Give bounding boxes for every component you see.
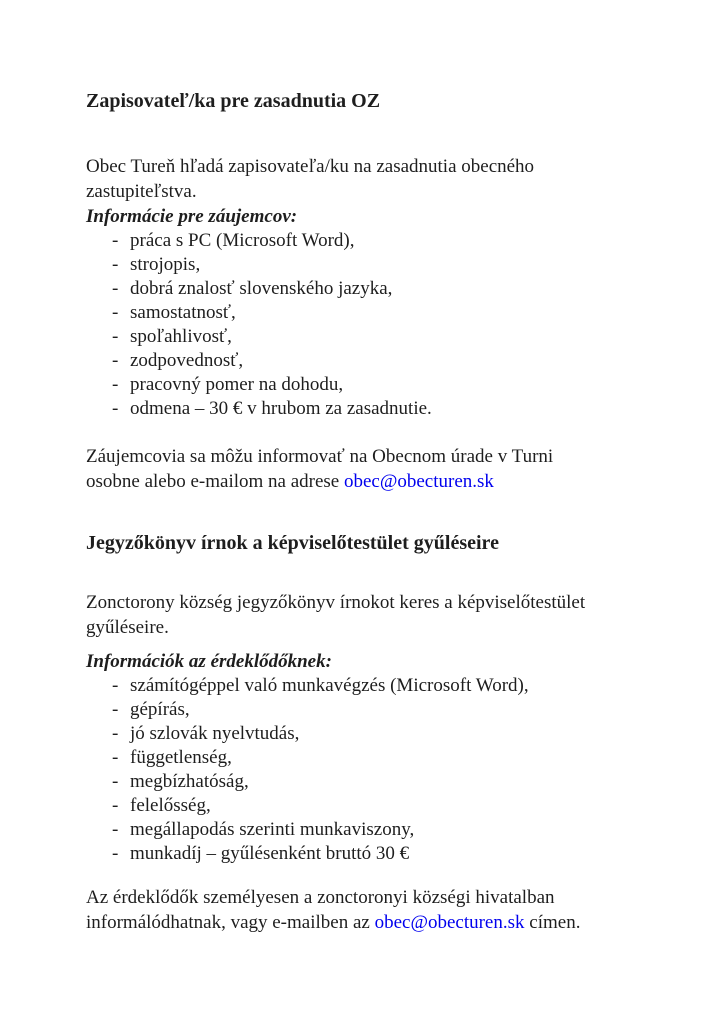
list-item	[86, 229, 636, 253]
bullet-dash: -	[112, 374, 119, 395]
bullet-dash: -	[112, 326, 119, 347]
bullet-dash: -	[112, 771, 119, 792]
list-item-text: megbízhatóság,	[130, 771, 249, 792]
list-item-text: dobrá znalosť slovenského jazyka,	[130, 278, 393, 299]
bullet-dash: -	[112, 795, 119, 816]
bullet-dash: -	[112, 819, 119, 840]
requirements-list	[86, 229, 636, 421]
list-item-text: pracovný pomer na dohodu,	[130, 374, 344, 395]
intro-paragraph-line: zastupiteľstva.	[86, 181, 197, 202]
list-item-text: práca s PC (Microsoft Word),	[130, 230, 355, 251]
list-item-text: zodpovednosť,	[130, 350, 244, 371]
list-item	[86, 397, 636, 421]
contact-line	[86, 910, 636, 935]
contact-paragraph	[86, 885, 636, 935]
list-item	[86, 674, 636, 698]
bullet-dash: -	[112, 699, 119, 720]
intro-paragraph-line: gyűléseire.	[86, 617, 169, 638]
intro-paragraph-line: Obec Tureň hľadá zapisovateľa/ku na zasadnutia obecného	[86, 156, 535, 177]
list-item-text: gépírás,	[130, 699, 190, 720]
intro-paragraph-line: Zonctorony község jegyzőkönyv írnokot keres a képviselőtestület	[86, 592, 586, 613]
job-posting-section-hungarian	[86, 530, 636, 935]
contact-text: osobne alebo e-mailom na adrese	[86, 471, 344, 492]
section-heading: Zapisovateľ/ka pre zasadnutia OZ	[86, 90, 381, 112]
list-item	[86, 818, 636, 842]
list-item	[86, 253, 636, 277]
info-label: Információk az érdeklődőknek:	[86, 651, 332, 672]
list-item	[86, 349, 636, 373]
list-item-text: számítógéppel való munkavégzés (Microsoft Word),	[130, 675, 529, 696]
job-posting-section-slovak	[86, 88, 636, 494]
requirements-list	[86, 674, 636, 866]
bullet-dash: -	[112, 843, 119, 864]
list-item-text: jó szlovák nyelvtudás,	[130, 723, 300, 744]
list-item-text: samostatnosť,	[130, 302, 236, 323]
bullet-dash: -	[112, 723, 119, 744]
bullet-dash: -	[112, 278, 119, 299]
contact-line: Záujemcovia sa môžu informovať na Obecnom úrade v Turni	[86, 446, 554, 467]
list-item-text: megállapodás szerinti munkaviszony,	[130, 819, 415, 840]
list-item-text: odmena – 30 € v hrubom za zasadnutie.	[130, 398, 432, 419]
list-item-text: strojopis,	[130, 254, 201, 275]
list-item-text: spoľahlivosť,	[130, 326, 232, 347]
email-link[interactable]: obec@obecturen.sk	[343, 471, 494, 492]
contact-line: Az érdeklődők személyesen a zonctoronyi községi hivatalban	[86, 887, 555, 908]
bullet-dash: -	[112, 254, 119, 275]
list-item-text: munkadíj – gyűlésenként bruttó 30 €	[130, 843, 410, 864]
list-item-text: függetlenség,	[130, 747, 232, 768]
bullet-dash: -	[112, 230, 119, 251]
contact-line	[86, 469, 636, 494]
list-item	[86, 722, 636, 746]
contact-text: informálódhatnak, vagy e-mailben az	[86, 912, 375, 933]
info-label: Informácie pre záujemcov:	[86, 206, 298, 227]
list-item	[86, 301, 636, 325]
list-item	[86, 698, 636, 722]
list-item	[86, 842, 636, 866]
email-link[interactable]: obec@obecturen.sk	[374, 912, 525, 933]
bullet-dash: -	[112, 675, 119, 696]
bullet-dash: -	[112, 302, 119, 323]
contact-paragraph	[86, 444, 636, 494]
list-item	[86, 746, 636, 770]
bullet-dash: -	[112, 747, 119, 768]
contact-text: címen.	[524, 912, 581, 933]
list-item	[86, 277, 636, 301]
list-item-text: felelősség,	[130, 795, 211, 816]
list-item	[86, 325, 636, 349]
list-item	[86, 373, 636, 397]
section-heading: Jegyzőkönyv írnok a képviselőtestület gyűléseire	[86, 532, 499, 554]
bullet-dash: -	[112, 398, 119, 419]
list-item	[86, 794, 636, 818]
list-item	[86, 770, 636, 794]
bullet-dash: -	[112, 350, 119, 371]
